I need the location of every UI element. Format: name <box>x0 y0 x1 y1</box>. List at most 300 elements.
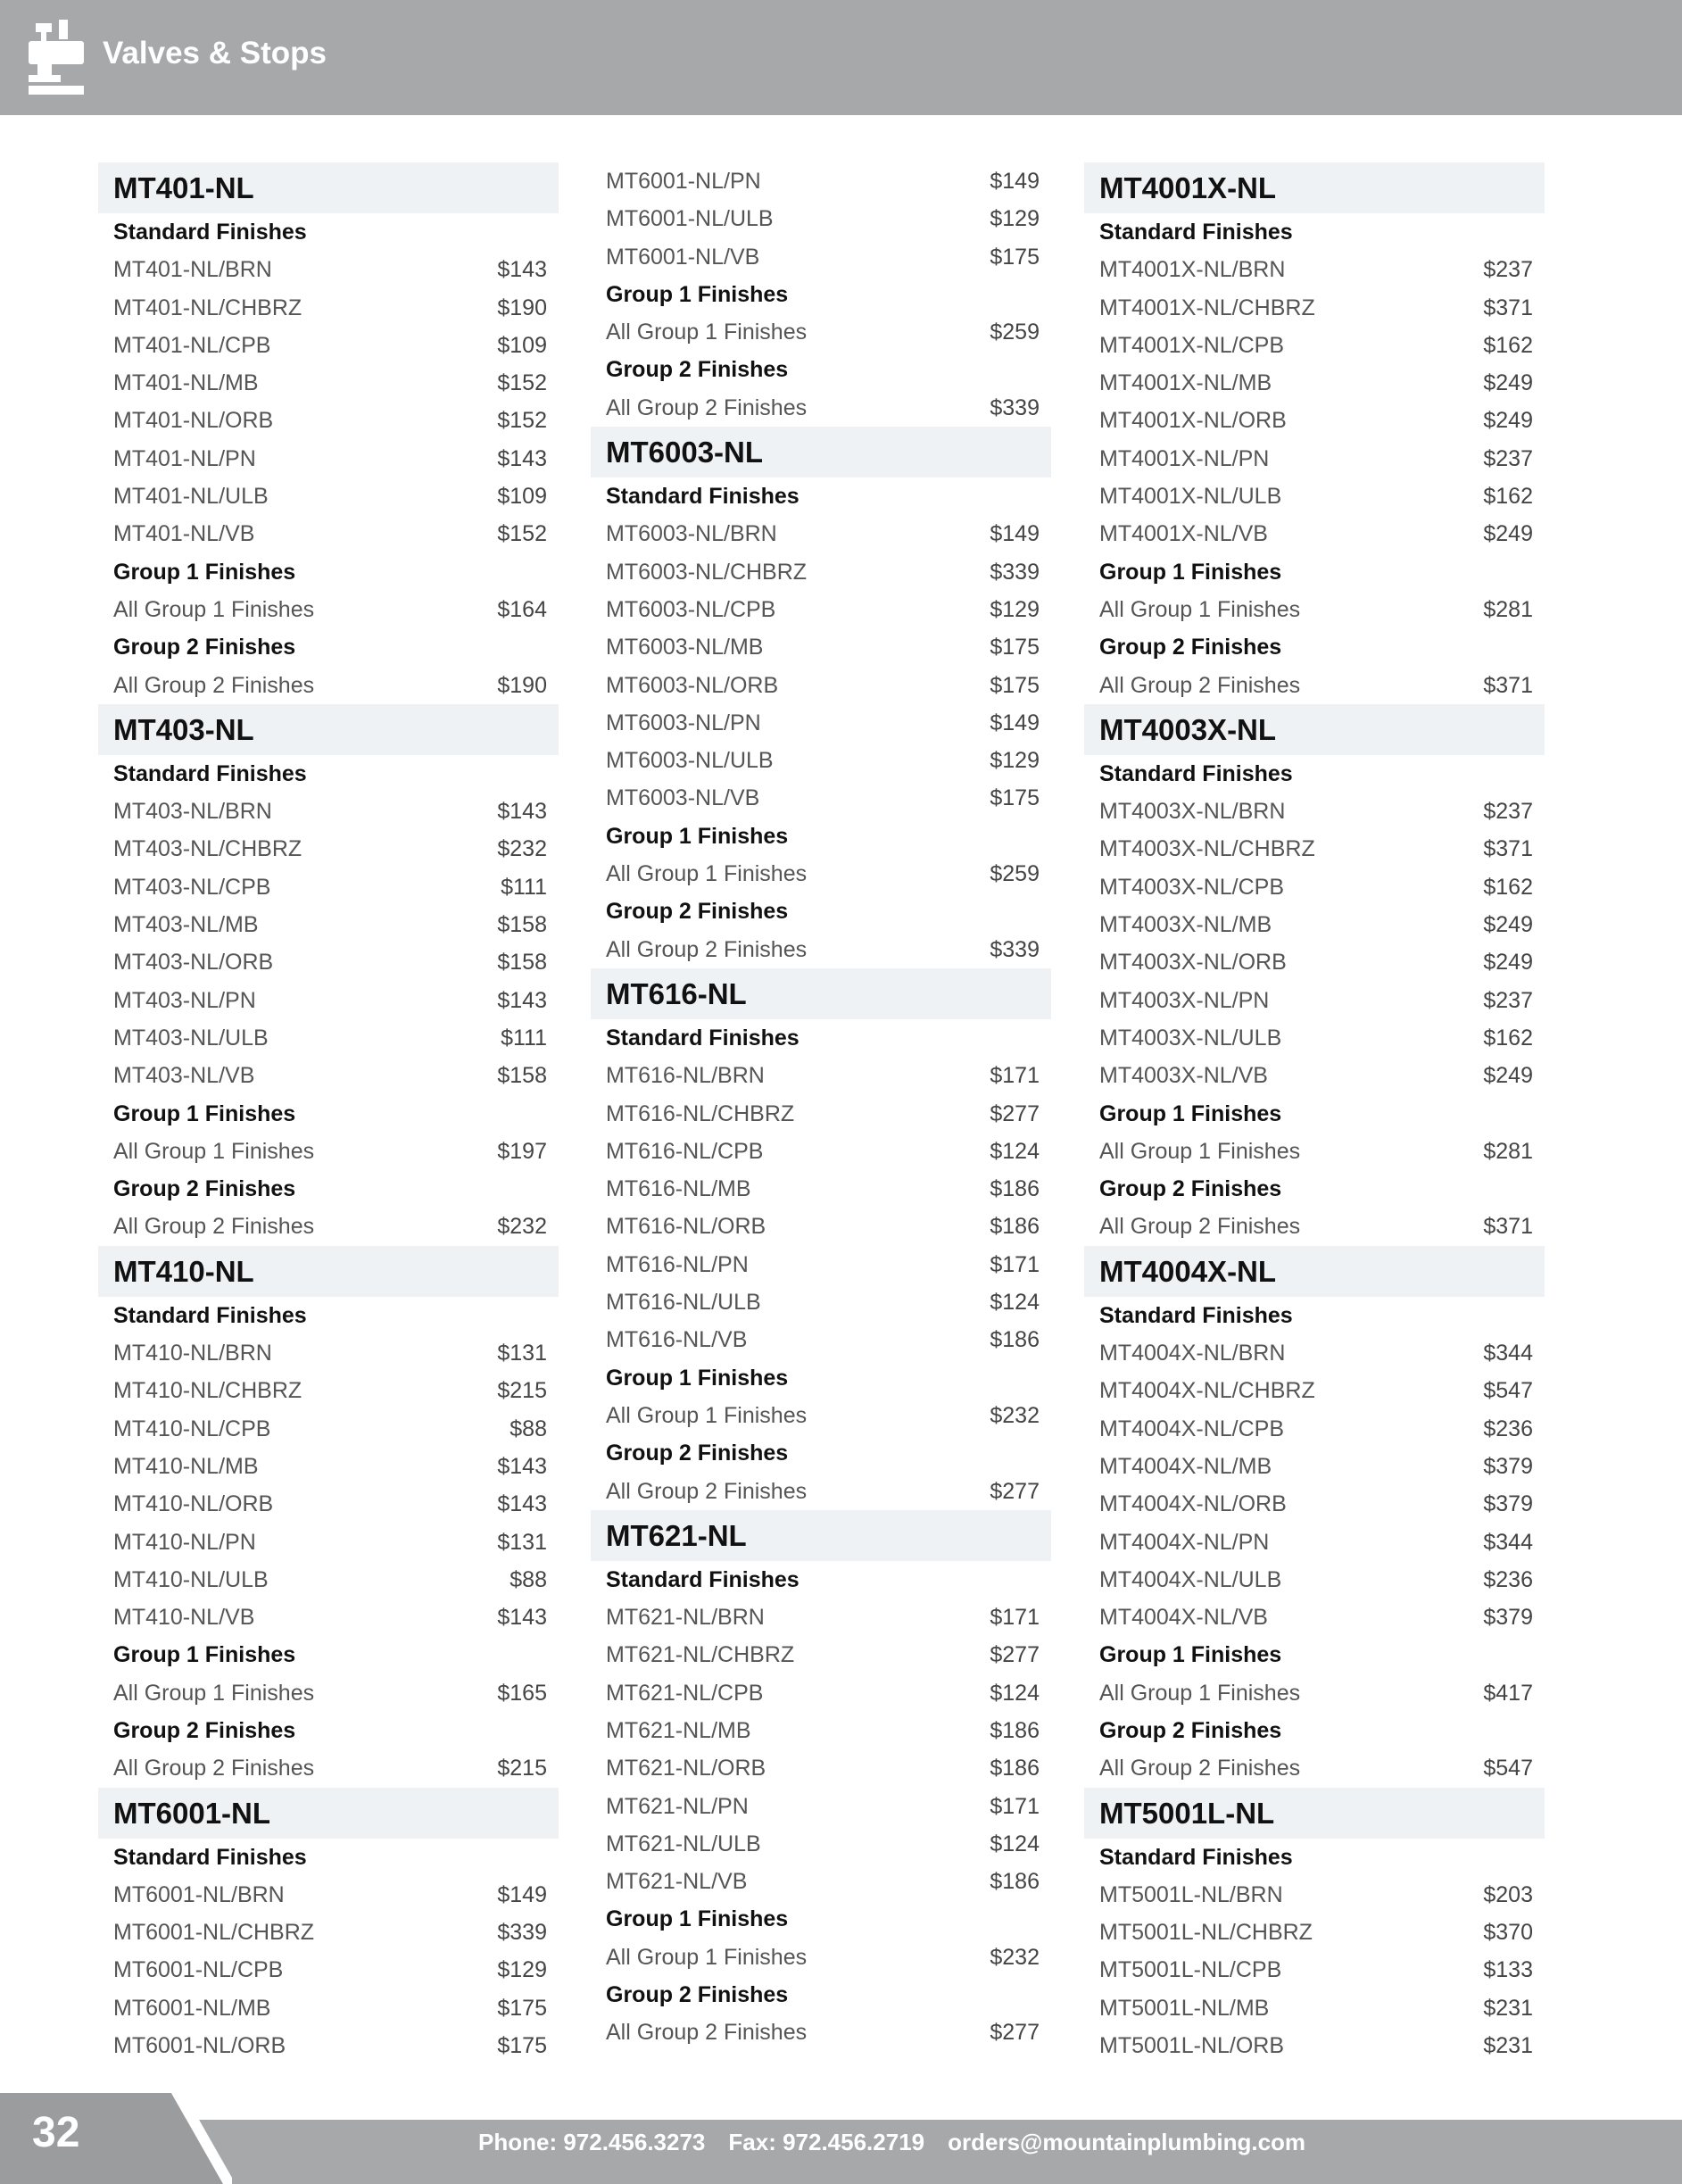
item-price: $152 <box>497 408 547 434</box>
item-price: $111 <box>501 874 547 900</box>
price-row <box>1084 982 1545 1019</box>
item-name: MT621-NL/ULB <box>606 1831 761 1856</box>
item-price: $186 <box>990 1717 1040 1743</box>
finish-group-heading: Group 1 Finishes <box>113 1642 296 1668</box>
product-title: MT616-NL <box>591 968 1051 1019</box>
item-name: All Group 2 Finishes <box>113 672 315 698</box>
finish-group-heading: Standard Finishes <box>1099 760 1293 786</box>
item-name: MT410-NL/MB <box>113 1453 259 1479</box>
price-row <box>98 1133 559 1170</box>
price-row <box>591 1246 1051 1283</box>
item-name: MT6001-NL/MB <box>113 1995 271 2021</box>
item-name: MT5001L-NL/BRN <box>1099 1881 1283 1907</box>
price-row <box>1084 1989 1545 2027</box>
price-row <box>1084 1133 1545 1170</box>
item-price: $259 <box>990 320 1040 345</box>
item-name: All Group 1 Finishes <box>1099 596 1301 622</box>
price-row <box>98 477 559 515</box>
fax-number: Fax: 972.456.2719 <box>728 2129 925 2155</box>
item-name: MT616-NL/ORB <box>606 1214 766 1240</box>
product-title: MT401-NL <box>98 162 559 213</box>
item-name: MT616-NL/CPB <box>606 1138 764 1164</box>
item-name: All Group 1 Finishes <box>1099 1138 1301 1164</box>
item-name: All Group 2 Finishes <box>1099 1214 1301 1240</box>
item-price: $175 <box>990 244 1040 270</box>
price-row <box>98 440 559 477</box>
price-row <box>1084 1485 1545 1523</box>
price-row <box>98 515 559 552</box>
item-price: $143 <box>497 987 547 1013</box>
price-row <box>98 868 559 906</box>
price-row <box>98 906 559 943</box>
product-title: MT4004X-NL <box>1084 1246 1545 1297</box>
price-row <box>98 1208 559 1245</box>
price-row <box>1084 477 1545 515</box>
price-row <box>98 1561 559 1599</box>
finish-group-heading: Group 2 Finishes <box>113 1717 296 1743</box>
price-row <box>591 1788 1051 1825</box>
finish-group-heading: Group 2 Finishes <box>606 1441 789 1466</box>
item-price: $152 <box>497 370 547 396</box>
product-title: MT6001-NL <box>98 1788 559 1839</box>
item-name: MT6001-NL/BRN <box>113 1881 285 1907</box>
price-row <box>591 704 1051 742</box>
price-row <box>591 628 1051 666</box>
finish-group-heading: Group 2 Finishes <box>606 1982 789 2008</box>
price-row <box>98 1372 559 1409</box>
item-name: All Group 2 Finishes <box>113 1756 315 1781</box>
item-price: $143 <box>497 445 547 471</box>
item-name: MT4001X-NL/BRN <box>1099 257 1286 283</box>
item-price: $109 <box>497 484 547 510</box>
price-row <box>1084 289 1545 327</box>
item-name: MT4001X-NL/PN <box>1099 445 1270 471</box>
item-name: MT4001X-NL/ORB <box>1099 408 1287 434</box>
item-price: $171 <box>990 1605 1040 1631</box>
price-row <box>98 1448 559 1485</box>
price-row <box>1084 327 1545 364</box>
item-price: $109 <box>497 332 547 358</box>
item-price: $215 <box>497 1756 547 1781</box>
item-name: MT4001X-NL/VB <box>1099 521 1268 547</box>
price-row <box>1084 591 1545 628</box>
item-price: $186 <box>990 1214 1040 1240</box>
item-price: $232 <box>497 836 547 862</box>
item-name: All Group 1 Finishes <box>606 1944 808 1970</box>
item-name: MT6003-NL/VB <box>606 785 760 811</box>
item-price: $143 <box>497 1605 547 1631</box>
item-price: $149 <box>497 1881 547 1907</box>
item-price: $232 <box>990 1402 1040 1428</box>
price-row <box>591 1057 1051 1094</box>
item-price: $175 <box>990 785 1040 811</box>
price-row <box>591 1095 1051 1133</box>
item-name: MT4003X-NL/CPB <box>1099 874 1285 900</box>
item-name: MT403-NL/ORB <box>113 950 274 976</box>
price-row <box>98 251 559 288</box>
page-title: Valves & Stops <box>103 36 327 71</box>
price-row <box>98 1914 559 1951</box>
item-price: $249 <box>1483 408 1533 434</box>
item-price: $111 <box>501 1025 547 1050</box>
product-title: MT403-NL <box>98 704 559 755</box>
price-row <box>98 1410 559 1448</box>
price-row <box>1084 793 1545 830</box>
item-price: $164 <box>497 596 547 622</box>
item-name: MT616-NL/CHBRZ <box>606 1100 795 1126</box>
price-row <box>1084 1674 1545 1712</box>
item-name: MT401-NL/CPB <box>113 332 271 358</box>
item-name: MT6001-NL/VB <box>606 244 760 270</box>
item-name: All Group 1 Finishes <box>1099 1680 1301 1706</box>
item-price: $190 <box>497 295 547 320</box>
finish-group-heading: Group 1 Finishes <box>606 823 789 849</box>
item-name: MT616-NL/VB <box>606 1327 748 1353</box>
item-name: MT4004X-NL/PN <box>1099 1529 1270 1555</box>
item-price: $232 <box>497 1214 547 1240</box>
price-row <box>1084 251 1545 288</box>
finish-group-heading: Group 1 Finishes <box>606 281 789 307</box>
item-name: MT401-NL/BRN <box>113 257 272 283</box>
finish-group-heading: Standard Finishes <box>113 760 307 786</box>
price-row <box>591 855 1051 893</box>
price-row <box>98 2027 559 2064</box>
item-name: All Group 2 Finishes <box>606 394 808 420</box>
item-name: MT4004X-NL/CPB <box>1099 1416 1285 1441</box>
item-price: $171 <box>990 1793 1040 1819</box>
item-name: MT621-NL/CHBRZ <box>606 1642 795 1668</box>
item-price: $143 <box>497 799 547 825</box>
item-name: MT616-NL/BRN <box>606 1063 765 1089</box>
item-price: $417 <box>1483 1680 1533 1706</box>
item-price: $129 <box>990 596 1040 622</box>
item-price: $124 <box>990 1680 1040 1706</box>
price-column-2 <box>591 162 1051 2052</box>
item-price: $339 <box>497 1920 547 1946</box>
finish-group-heading: Group 2 Finishes <box>1099 1717 1282 1743</box>
finish-group-heading: Standard Finishes <box>606 1566 800 1592</box>
finish-group-heading: Group 1 Finishes <box>606 1906 789 1932</box>
item-name: MT6001-NL/CPB <box>113 1957 284 1983</box>
item-price: $124 <box>990 1138 1040 1164</box>
item-name: MT4004X-NL/VB <box>1099 1605 1268 1631</box>
product-title: MT4001X-NL <box>1084 162 1545 213</box>
price-row <box>1084 2027 1545 2064</box>
item-price: $133 <box>1483 1957 1533 1983</box>
price-row <box>591 2014 1051 2051</box>
finish-group-heading: Group 1 Finishes <box>606 1365 789 1391</box>
item-name: MT401-NL/ORB <box>113 408 274 434</box>
price-row <box>1084 1372 1545 1409</box>
item-price: $277 <box>990 2020 1040 2046</box>
item-name: MT6003-NL/PN <box>606 710 761 735</box>
price-row <box>1084 440 1545 477</box>
item-name: All Group 1 Finishes <box>606 861 808 887</box>
product-title: MT410-NL <box>98 1246 559 1297</box>
item-price: $547 <box>1483 1378 1533 1404</box>
price-row <box>1084 402 1545 439</box>
finish-group-heading: Group 2 Finishes <box>606 899 789 925</box>
item-name: MT4004X-NL/BRN <box>1099 1341 1286 1366</box>
item-name: MT4003X-NL/CHBRZ <box>1099 836 1315 862</box>
finish-group-heading: Group 2 Finishes <box>113 635 296 660</box>
item-price: $175 <box>497 2033 547 2059</box>
item-name: All Group 2 Finishes <box>1099 1756 1301 1781</box>
price-row <box>591 162 1051 200</box>
item-price: $149 <box>990 710 1040 735</box>
item-name: MT5001L-NL/CHBRZ <box>1099 1920 1313 1946</box>
item-name: MT5001L-NL/MB <box>1099 1995 1270 2021</box>
item-price: $371 <box>1483 836 1533 862</box>
price-row <box>591 1397 1051 1434</box>
price-row <box>591 1712 1051 1749</box>
item-price: $186 <box>990 1176 1040 1202</box>
item-price: $175 <box>990 635 1040 660</box>
finish-group-heading: Standard Finishes <box>606 1025 800 1050</box>
price-row <box>1084 1208 1545 1245</box>
item-price: $124 <box>990 1290 1040 1316</box>
page-number: 32 <box>32 2109 80 2156</box>
item-name: MT621-NL/MB <box>606 1717 751 1743</box>
price-row <box>591 313 1051 351</box>
price-row <box>98 364 559 402</box>
item-name: MT403-NL/PN <box>113 987 256 1013</box>
item-name: MT401-NL/PN <box>113 445 256 471</box>
item-name: MT6001-NL/PN <box>606 169 761 194</box>
item-price: $232 <box>990 1944 1040 1970</box>
item-name: MT621-NL/BRN <box>606 1605 765 1631</box>
price-row <box>98 1989 559 2027</box>
price-row <box>98 289 559 327</box>
item-name: MT401-NL/CHBRZ <box>113 295 302 320</box>
finish-group-heading: Group 1 Finishes <box>1099 559 1282 585</box>
price-row <box>591 389 1051 427</box>
item-price: $186 <box>990 1869 1040 1895</box>
item-price: $339 <box>990 394 1040 420</box>
item-price: $277 <box>990 1478 1040 1504</box>
price-row <box>98 1019 559 1057</box>
item-name: MT5001L-NL/CPB <box>1099 1957 1282 1983</box>
item-name: MT4001X-NL/MB <box>1099 370 1272 396</box>
item-name: MT4001X-NL/CPB <box>1099 332 1285 358</box>
price-row <box>1084 1448 1545 1485</box>
item-name: MT410-NL/CHBRZ <box>113 1378 302 1404</box>
item-price: $547 <box>1483 1756 1533 1781</box>
item-price: $249 <box>1483 912 1533 938</box>
item-name: MT410-NL/CPB <box>113 1416 271 1441</box>
price-row <box>591 742 1051 779</box>
item-name: MT4004X-NL/CHBRZ <box>1099 1378 1315 1404</box>
item-name: MT6003-NL/BRN <box>606 521 777 547</box>
item-name: MT4004X-NL/ORB <box>1099 1491 1287 1517</box>
item-price: $379 <box>1483 1453 1533 1479</box>
item-name: MT4003X-NL/VB <box>1099 1063 1268 1089</box>
price-row <box>1084 943 1545 981</box>
item-price: $344 <box>1483 1529 1533 1555</box>
item-name: MT6003-NL/CHBRZ <box>606 559 808 585</box>
item-price: $249 <box>1483 1063 1533 1089</box>
item-name: All Group 2 Finishes <box>113 1214 315 1240</box>
price-row <box>591 1283 1051 1321</box>
valve-icon <box>27 18 86 98</box>
item-name: MT621-NL/ORB <box>606 1756 766 1781</box>
item-price: $371 <box>1483 1214 1533 1240</box>
item-price: $149 <box>990 169 1040 194</box>
item-price: $171 <box>990 1251 1040 1277</box>
price-row <box>1084 1914 1545 1951</box>
item-name: MT403-NL/ULB <box>113 1025 269 1050</box>
item-name: All Group 1 Finishes <box>113 1138 315 1164</box>
item-price: $281 <box>1483 596 1533 622</box>
item-price: $259 <box>990 861 1040 887</box>
price-row <box>98 1057 559 1094</box>
item-price: $249 <box>1483 370 1533 396</box>
item-price: $236 <box>1483 1566 1533 1592</box>
item-name: MT616-NL/MB <box>606 1176 751 1202</box>
item-name: MT4003X-NL/ULB <box>1099 1025 1282 1050</box>
price-row <box>98 402 559 439</box>
price-row <box>98 1749 559 1787</box>
item-name: MT4001X-NL/CHBRZ <box>1099 295 1315 320</box>
finish-group-heading: Group 1 Finishes <box>1099 1100 1282 1126</box>
product-title: MT5001L-NL <box>1084 1788 1545 1839</box>
finish-group-heading: Standard Finishes <box>113 1302 307 1328</box>
item-price: $371 <box>1483 295 1533 320</box>
price-row <box>98 793 559 830</box>
item-name: MT4001X-NL/ULB <box>1099 484 1282 510</box>
price-row <box>591 1636 1051 1673</box>
price-row <box>1084 515 1545 552</box>
phone-number: Phone: 972.456.3273 <box>478 2129 706 2155</box>
item-price: $277 <box>990 1642 1040 1668</box>
price-row <box>1084 1876 1545 1914</box>
item-price: $277 <box>990 1100 1040 1126</box>
price-row <box>1084 1019 1545 1057</box>
item-price: $281 <box>1483 1138 1533 1164</box>
price-row <box>1084 868 1545 906</box>
item-name: MT403-NL/CHBRZ <box>113 836 302 862</box>
item-name: MT6003-NL/MB <box>606 635 764 660</box>
finish-group-heading: Group 1 Finishes <box>1099 1642 1282 1668</box>
item-name: MT5001L-NL/ORB <box>1099 2033 1285 2059</box>
item-price: $143 <box>497 257 547 283</box>
finish-group-heading: Group 1 Finishes <box>113 559 296 585</box>
item-name: MT4003X-NL/ORB <box>1099 950 1287 976</box>
price-row <box>1084 667 1545 704</box>
item-name: MT4003X-NL/MB <box>1099 912 1272 938</box>
item-name: All Group 2 Finishes <box>606 1478 808 1504</box>
price-row <box>591 200 1051 237</box>
product-title: MT6003-NL <box>591 427 1051 477</box>
item-price: $88 <box>510 1416 547 1441</box>
item-price: $131 <box>497 1529 547 1555</box>
item-name: MT616-NL/ULB <box>606 1290 761 1316</box>
price-row <box>1084 1599 1545 1636</box>
price-row <box>591 667 1051 704</box>
price-row <box>1084 1410 1545 1448</box>
item-name: MT6001-NL/ULB <box>606 206 774 232</box>
item-price: $129 <box>990 206 1040 232</box>
item-name: MT403-NL/VB <box>113 1063 255 1089</box>
price-row <box>591 1825 1051 1863</box>
price-row <box>591 1674 1051 1712</box>
price-row <box>591 1939 1051 1976</box>
item-price: $370 <box>1483 1920 1533 1946</box>
item-price: $143 <box>497 1453 547 1479</box>
price-row <box>98 1599 559 1636</box>
price-row <box>98 1951 559 1989</box>
price-row <box>591 1208 1051 1245</box>
item-price: $149 <box>990 521 1040 547</box>
finish-group-heading: Standard Finishes <box>606 484 800 510</box>
item-price: $379 <box>1483 1491 1533 1517</box>
item-name: All Group 1 Finishes <box>606 320 808 345</box>
item-price: $162 <box>1483 874 1533 900</box>
item-price: $249 <box>1483 950 1533 976</box>
price-row <box>98 667 559 704</box>
finish-group-heading: Standard Finishes <box>1099 220 1293 245</box>
price-row <box>98 982 559 1019</box>
price-row <box>591 779 1051 817</box>
price-row <box>591 1749 1051 1787</box>
item-price: $171 <box>990 1063 1040 1089</box>
price-row <box>591 591 1051 628</box>
price-column-3 <box>1084 162 1545 2064</box>
price-row <box>98 1334 559 1372</box>
item-price: $175 <box>497 1995 547 2021</box>
finish-group-heading: Standard Finishes <box>113 1844 307 1870</box>
price-row <box>1084 1057 1545 1094</box>
finish-group-heading: Group 2 Finishes <box>1099 635 1282 660</box>
item-price: $237 <box>1483 799 1533 825</box>
price-row <box>98 591 559 628</box>
item-price: $339 <box>990 936 1040 962</box>
price-row <box>591 1321 1051 1358</box>
item-price: $131 <box>497 1341 547 1366</box>
item-price: $162 <box>1483 1025 1533 1050</box>
item-price: $186 <box>990 1756 1040 1781</box>
item-name: MT6001-NL/ORB <box>113 2033 286 2059</box>
price-row <box>98 327 559 364</box>
item-price: $165 <box>497 1680 547 1706</box>
item-name: MT621-NL/VB <box>606 1869 748 1895</box>
product-title: MT4003X-NL <box>1084 704 1545 755</box>
item-price: $143 <box>497 1491 547 1517</box>
item-name: MT4003X-NL/PN <box>1099 987 1270 1013</box>
item-name: MT403-NL/CPB <box>113 874 271 900</box>
item-name: MT6003-NL/ORB <box>606 672 779 698</box>
item-price: $231 <box>1483 1995 1533 2021</box>
price-row <box>98 1485 559 1523</box>
item-name: All Group 1 Finishes <box>113 1680 315 1706</box>
price-column-1 <box>98 162 559 2064</box>
item-price: $190 <box>497 672 547 698</box>
price-row <box>98 943 559 981</box>
item-price: $371 <box>1483 672 1533 698</box>
finish-group-heading: Group 2 Finishes <box>606 357 789 383</box>
item-name: All Group 1 Finishes <box>606 1402 808 1428</box>
price-row <box>1084 1749 1545 1787</box>
item-name: All Group 1 Finishes <box>113 596 315 622</box>
item-name: MT621-NL/CPB <box>606 1680 764 1706</box>
price-row <box>1084 1334 1545 1372</box>
item-price: $162 <box>1483 332 1533 358</box>
item-name: MT6003-NL/ULB <box>606 748 774 774</box>
price-row <box>1084 830 1545 868</box>
price-row <box>98 1674 559 1712</box>
price-row <box>98 1524 559 1561</box>
contact-info <box>478 2129 1329 2156</box>
